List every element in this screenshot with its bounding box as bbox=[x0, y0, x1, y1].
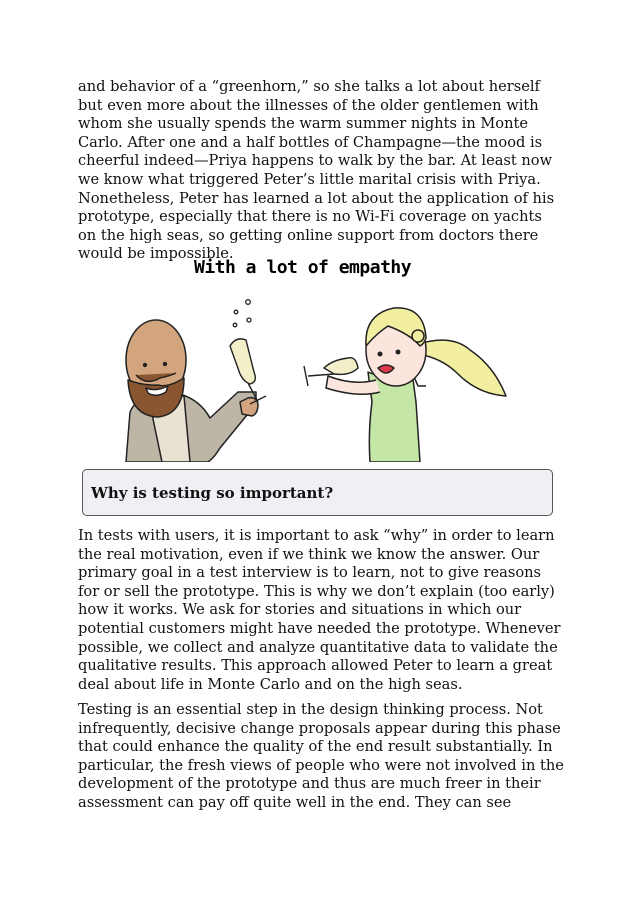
callout-box bbox=[82, 469, 553, 516]
body-paragraph: Testing is an essential step in the design thinking process. Not infrequently, decisive change proposals appear during this phase that could enhance the quality of the end result substantially. In particular, the fresh views of people who were not involved in the development of the prototype and thus are much freer in their assessment can pay off quite well in the end. They can see bbox=[78, 701, 564, 811]
bubbles bbox=[233, 300, 251, 327]
body-paragraph: and behavior of a “greenhorn,” so she talks a lot about herself but even more about the illnesses of the older gentlemen with whom she usually spends the warm summer nights in Monte Carlo. After one and a half bottles of Champagne—the mood is cheerful indeed—Priya happens to walk by the bar. At least now we know what triggered Peter’s little marital crisis with Priya. Nonetheless, Peter has learned a lot about the application of his prototype, especially that there is no Wi-Fi coverage on yachts on the high seas, so getting online support from doctors there would be impossible. bbox=[78, 78, 555, 263]
cartoon-illustration bbox=[118, 252, 518, 462]
illustration-caption: With a lot of empathy bbox=[194, 257, 412, 278]
body-paragraph: In tests with users, it is important to ask “why” in order to learn the real motivation, even if we think we know the answer. Our primary goal in a test interview is to learn, not to give reasons for or sell the prototype. This is why we don’t explain (too early) how it works. We ask for stories and situations in which our potential customers might have needed the prototype. Whenever possible, we collect and analyze quantitative data to validate the qualitative results. This approach allowed Peter to learn a great deal about life in Monte Carlo and on the high seas. bbox=[78, 527, 561, 693]
woman-figure bbox=[326, 308, 506, 462]
callout-title: Why is testing so important? bbox=[91, 484, 334, 502]
